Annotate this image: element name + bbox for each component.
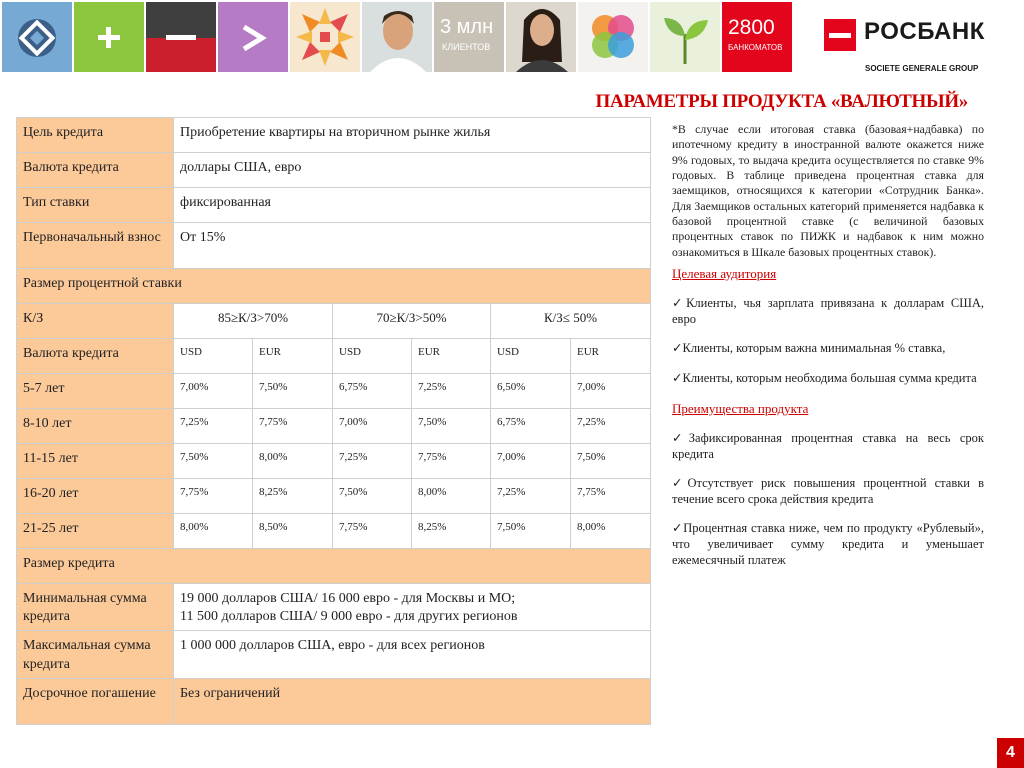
clients-tile [434, 2, 504, 72]
arrows-in-icon [290, 2, 360, 72]
advantages-heading: Преимущества продукта [672, 400, 809, 416]
rate-cell: 8,00% [174, 514, 253, 549]
currency-row-label: Валюта кредита [17, 339, 174, 374]
table-row [17, 188, 651, 223]
rate-cell: 8,00% [571, 514, 651, 549]
shield-icon [2, 2, 72, 72]
plus-icon [74, 2, 144, 72]
list-item: ✓Зафиксированная процентная ставка на весь срок кредита [672, 430, 984, 461]
rate-cell: 6,75% [333, 374, 412, 409]
sprout-icon [650, 2, 720, 72]
rate-cell: 7,00% [571, 374, 651, 409]
rate-cell: 6,50% [491, 374, 571, 409]
clients-count: 3 млн [440, 16, 494, 38]
max-amount-value: 1 000 000 долларов США, евро - для всех регионов [174, 631, 651, 678]
list-item: ✓Клиенты, чья зарплата привязана к долларам США, евро [672, 296, 984, 326]
term-label: 5-7 лет [17, 374, 174, 409]
early-repayment-value: Без ограничений [174, 678, 651, 724]
clients-caption: КЛИЕНТОВ [442, 42, 491, 52]
down-payment-label: Первоначальный взнос [17, 223, 174, 269]
rate-cell: 8,00% [412, 479, 491, 514]
currency-value: доллары США, евро [174, 153, 651, 188]
check-icon: ✓ [672, 476, 688, 491]
currency-col-4: EUR [412, 339, 491, 374]
rate-row [17, 444, 651, 479]
rate-cell: 7,25% [571, 409, 651, 444]
rate-type-value: фиксированная [174, 188, 651, 223]
table-row [17, 549, 651, 584]
rate-row [17, 514, 651, 549]
rate-cell: 7,00% [491, 444, 571, 479]
table-row [17, 339, 651, 374]
table-row [17, 153, 651, 188]
purpose-label: Цель кредита [17, 118, 174, 153]
max-amount-label: Максимальная сумма кредита [17, 631, 174, 678]
term-label: 11-15 лет [17, 444, 174, 479]
rate-cell: 6,75% [491, 409, 571, 444]
ltv-label: К/З [17, 304, 174, 339]
rate-cell: 8,25% [253, 479, 333, 514]
term-label: 21-25 лет [17, 514, 174, 549]
rate-cell: 7,50% [412, 409, 491, 444]
rate-cell: 7,50% [253, 374, 333, 409]
rosbank-logo-icon [824, 19, 856, 51]
table-row [17, 269, 651, 304]
table-row [17, 631, 651, 678]
min-amount-line-1: 19 000 долларов США/ 16 000 евро - для Москвы и МО; [180, 591, 516, 606]
color-circles-icon [578, 2, 648, 72]
page-title: ПАРАМЕТРЫ ПРОДУКТА «ВАЛЮТНЫЙ» [595, 91, 968, 112]
rate-footnote: *В случае если итоговая ставка (базовая+надбавка) по ипотечному кредиту в иностранной валюте окажется ниже 9% годовых, то выдача кредита осуществляется по ставке 9% годовых. В таблице приведена процентная ставка для заемщиков, относящихся к категории «Сотрудник Банка». Для Заемщиков остальных категорий применяется надбавка к базовой процентной ставке (с величиной базовых процентных ставок по ПИЖК и надбавок к ним можно ознакомиться в Шкале базовых процентных ставок). [672, 122, 984, 259]
rate-cell: 7,75% [412, 444, 491, 479]
check-icon: ✓ [672, 521, 684, 536]
list-item: ✓Отсутствует риск повышения процентной ставки в течение всего срока действия кредита [672, 476, 984, 506]
rate-cell: 7,50% [491, 514, 571, 549]
rate-row [17, 479, 651, 514]
currency-col-6: EUR [571, 339, 651, 374]
table-row [17, 304, 651, 339]
ltv-group-1: 85≥К/З>70% [174, 304, 333, 339]
rate-cell: 7,50% [174, 444, 253, 479]
min-amount-label: Минимальная сумма кредита [17, 584, 174, 631]
rate-type-label: Тип ставки [17, 188, 174, 223]
chevron-right-icon [218, 2, 288, 72]
rate-cell: 8,25% [412, 514, 491, 549]
atm-count: 2800 [728, 16, 775, 39]
bank-group: SOCIETE GENERALE GROUP [865, 64, 979, 73]
size-section-heading: Размер кредита [17, 549, 651, 584]
early-repayment-label: Досрочное погашение [17, 678, 174, 724]
rate-cell: 7,50% [333, 479, 412, 514]
table-row [17, 118, 651, 153]
rate-cell: 7,25% [412, 374, 491, 409]
currency-col-1: USD [174, 339, 253, 374]
page-number: 4 [997, 738, 1024, 768]
product-parameters-table [16, 117, 651, 725]
min-amount-value [174, 584, 651, 631]
bank-name: РОСБАНК [864, 18, 985, 45]
audience-heading: Целевая аудитория [672, 265, 777, 281]
rate-cell: 7,50% [571, 444, 651, 479]
check-icon: ✓ [672, 341, 683, 356]
ltv-group-3: К/З≤ 50% [491, 304, 651, 339]
list-item: ✓Клиенты, которым важна минимальная % ставка, [672, 341, 946, 356]
atm-tile [722, 2, 792, 72]
list-item: ✓Процентная ставка ниже, чем по продукту «Рублевый», что увеличивает сумму кредита и уменьшает ежемесячный платеж [672, 521, 984, 567]
purpose-value: Приобретение квартиры на вторичном рынке жилья [174, 118, 651, 153]
currency-col-5: USD [491, 339, 571, 374]
term-label: 16-20 лет [17, 479, 174, 514]
min-amount-line-2: 11 500 долларов США/ 9 000 евро - для других регионов [180, 609, 518, 625]
check-icon: ✓ [672, 430, 689, 445]
side-notes [672, 122, 984, 582]
term-label: 8-10 лет [17, 409, 174, 444]
check-icon: ✓ [672, 371, 683, 386]
rate-cell: 7,00% [333, 409, 412, 444]
woman-photo [506, 2, 576, 72]
rate-cell: 7,25% [491, 479, 571, 514]
rate-cell: 7,25% [174, 409, 253, 444]
ltv-group-2: 70≥К/З>50% [333, 304, 491, 339]
man-photo [362, 2, 432, 72]
table-row [17, 678, 651, 724]
rate-cell: 7,75% [253, 409, 333, 444]
currency-col-2: EUR [253, 339, 333, 374]
rate-cell: 7,25% [333, 444, 412, 479]
minus-icon [146, 2, 216, 72]
currency-col-3: USD [333, 339, 412, 374]
rate-cell: 7,75% [174, 479, 253, 514]
check-icon: ✓ [672, 296, 687, 311]
table-row [17, 223, 651, 269]
rate-cell: 7,75% [333, 514, 412, 549]
rate-row [17, 374, 651, 409]
rate-cell: 7,00% [174, 374, 253, 409]
list-item: ✓Клиенты, которым необходима большая сумма кредита [672, 371, 977, 386]
rate-row [17, 409, 651, 444]
rate-cell: 8,00% [253, 444, 333, 479]
down-payment-value: От 15% [174, 223, 651, 269]
currency-label: Валюта кредита [17, 153, 174, 188]
rate-cell: 7,75% [571, 479, 651, 514]
rate-cell: 8,50% [253, 514, 333, 549]
table-row [17, 584, 651, 631]
atm-caption: БАНКОМАТОВ [728, 43, 783, 52]
rate-section-heading: Размер процентной ставки [17, 269, 651, 304]
